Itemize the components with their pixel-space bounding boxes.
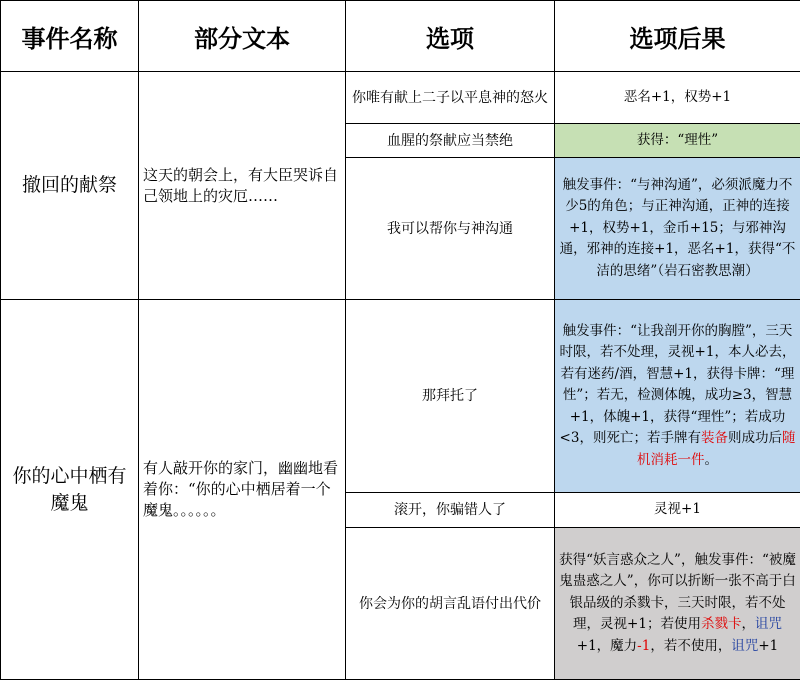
option-label: 你会为你的胡言乱语付出代价: [346, 528, 555, 680]
option-label: 滚开，你骗错人了: [346, 493, 555, 528]
result-highlight-random-consume: 随机消耗一件: [637, 430, 795, 468]
option-result: 灵视+1: [555, 493, 800, 528]
option-result: 获得：“理性”: [555, 124, 800, 158]
header-option-result: 选项后果: [555, 1, 800, 72]
header-option: 选项: [346, 1, 555, 72]
result-highlight-curse: 诅咒: [755, 616, 782, 632]
event-text: 有人敲开你的家门，幽幽地看着你：“你的心中栖居着一个魔鬼。。。。。。: [139, 300, 346, 680]
event-text: 这天的朝会上，有大臣哭诉自己领地上的灾厄……: [139, 72, 346, 300]
option-result: [555, 528, 800, 680]
result-text: 则成功后: [728, 430, 782, 446]
event-name: 撤回的献祭: [1, 72, 139, 300]
result-highlight-kill-card: 杀戮卡: [701, 616, 742, 632]
header-event-name: 事件名称: [1, 1, 139, 72]
header-partial-text: 部分文本: [139, 1, 346, 72]
result-text: 。: [705, 452, 719, 468]
result-text: +1: [758, 638, 778, 654]
result-highlight-magic-minus: -1: [637, 638, 650, 654]
result-text: 触发事件：“让我剖开你的胸膛”，三天时限，若不处理，灵视+1，本人必去，若有迷药/酒，智慧+1，获得卡牌：“理性”；若无，检测体魄，成功≥3，智慧+1，体魄+1，获得“理性”；若成功<3，则死亡；若手牌有: [560, 323, 796, 447]
option-label: 我可以帮你与神沟通: [346, 158, 555, 300]
result-text: +1，魔力: [577, 638, 637, 654]
result-text: ，若不使用，: [650, 638, 731, 654]
result-text: ，: [741, 616, 755, 632]
table-row: [1, 300, 800, 493]
option-result: [555, 300, 800, 493]
option-label: 你唯有献上二子以平息神的怒火: [346, 72, 555, 124]
header-row: [1, 1, 800, 72]
event-name: 你的心中栖有魔鬼: [1, 300, 139, 680]
option-result: 触发事件：“与神沟通”，必须派魔力不少5的角色；与正神沟通，正神的连接+1，权势+1，金币+15；与邪神沟通，邪神的连接+1，恶名+1，获得“不洁的思绪”（岩石密教思潮）: [555, 158, 800, 300]
result-text: 获得“妖言惑众之人”，触发事件：“被魔鬼蛊惑之人”，你可以折断一张不高于白银品级的杀戮卡，三天时限，若不处理，灵视+1；若使用: [559, 552, 796, 633]
option-label: 血腥的祭献应当禁绝: [346, 124, 555, 158]
option-result: 恶名+1，权势+1: [555, 72, 800, 124]
table-row: [1, 72, 800, 124]
result-highlight-equipment: 装备: [701, 430, 728, 446]
result-highlight-curse: 诅咒: [731, 638, 758, 654]
option-label: 那拜托了: [346, 300, 555, 493]
